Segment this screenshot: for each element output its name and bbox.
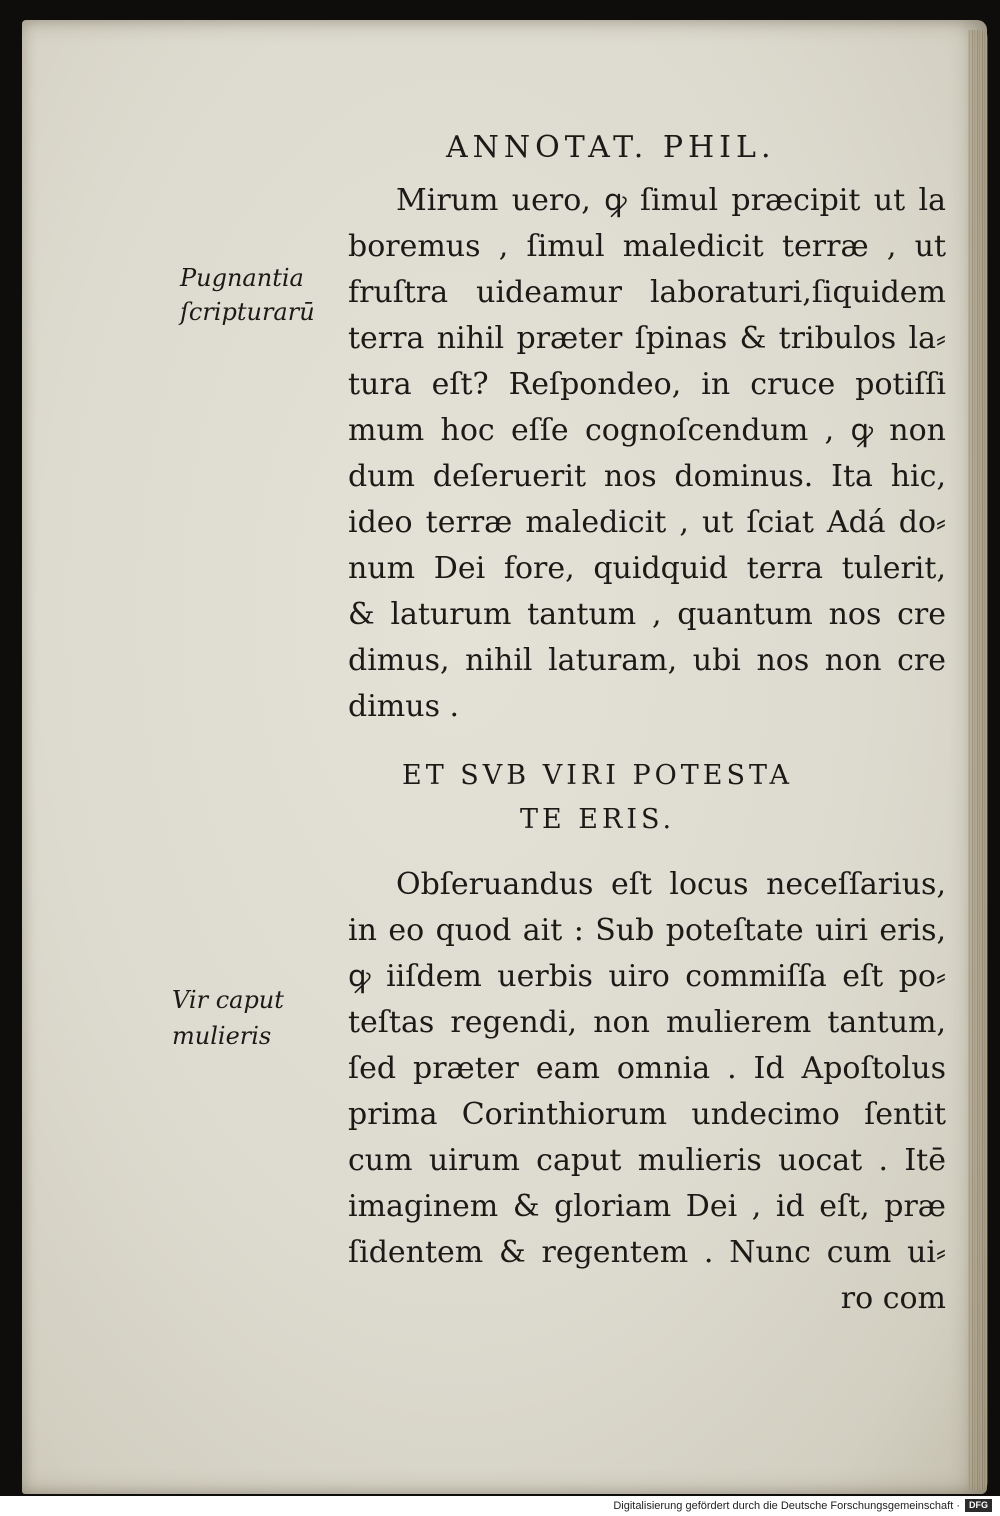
margin-note-line: mulieris: [172, 1022, 272, 1050]
body-line: cum uirum caput mulieris uocat . Itē: [348, 1143, 946, 1178]
body-line: fruſtra uideamur laboraturi,ſiquidem: [348, 275, 946, 310]
running-head: ANNOTAT. PHIL.: [446, 130, 776, 165]
body-line: dimus .: [348, 689, 460, 724]
body-line: mum hoc eſſe cognoſcendum , ꝙ non: [348, 413, 946, 448]
catchword: ro com: [840, 1281, 946, 1316]
body-line: boremus , ſimul maledicit terræ , ut: [348, 229, 946, 264]
section-heading-line: TE ERIS.: [520, 804, 676, 835]
margin-note-line: Vir caput: [172, 986, 284, 1014]
body-line: terra nihil præter ſpinas & tribulos la⸗: [348, 321, 946, 356]
body-line: tura eſt? Reſpondeo, in cruce potiſſi: [348, 367, 946, 402]
body-line: prima Corinthiorum undecimo ſentit: [348, 1097, 946, 1132]
body-line: ꝙ iiſdem uerbis uiro commiſſa eſt po⸗: [348, 959, 946, 994]
body-line: imaginem & gloriam Dei , id eſt, præ: [348, 1189, 946, 1224]
dfg-logo: DFG: [965, 1499, 992, 1512]
margin-note-line: Pugnantia: [180, 264, 304, 292]
book-leaf-edge: [968, 30, 988, 1490]
body-line: num Dei fore, quidquid terra tulerit,: [348, 551, 946, 586]
body-line: ideo terræ maledicit , ut ſciat Adá do⸗: [348, 505, 946, 540]
body-line: teſtas regendi, non mulierem tantum,: [348, 1005, 946, 1040]
body-line: Obſeruandus eſt locus neceſſarius,: [396, 867, 946, 902]
section-heading-line: ET SVB VIRI POTESTA: [402, 760, 794, 791]
margin-note-line: ſcripturarū: [180, 298, 315, 326]
body-line: dum deſeruerit nos dominus. Ita hic,: [348, 459, 946, 494]
body-line: Mirum uero, ꝙ ſimul præcipit ut la: [396, 183, 946, 218]
footer-credit: Digitalisierung gefördert durch die Deutsche Forschungsgemeinschaft ·: [613, 1500, 960, 1512]
body-line: ſed præter eam omnia . Id Apoſtolus: [348, 1051, 946, 1086]
body-line: dimus, nihil laturam, ubi nos non cre: [348, 643, 946, 678]
body-line: in eo quod ait : Sub poteſtate uiri eris,: [348, 913, 946, 948]
body-line: & laturum tantum , quantum nos cre: [348, 597, 946, 632]
body-line: ſidentem & regentem . Nunc cum ui⸗: [348, 1235, 946, 1270]
